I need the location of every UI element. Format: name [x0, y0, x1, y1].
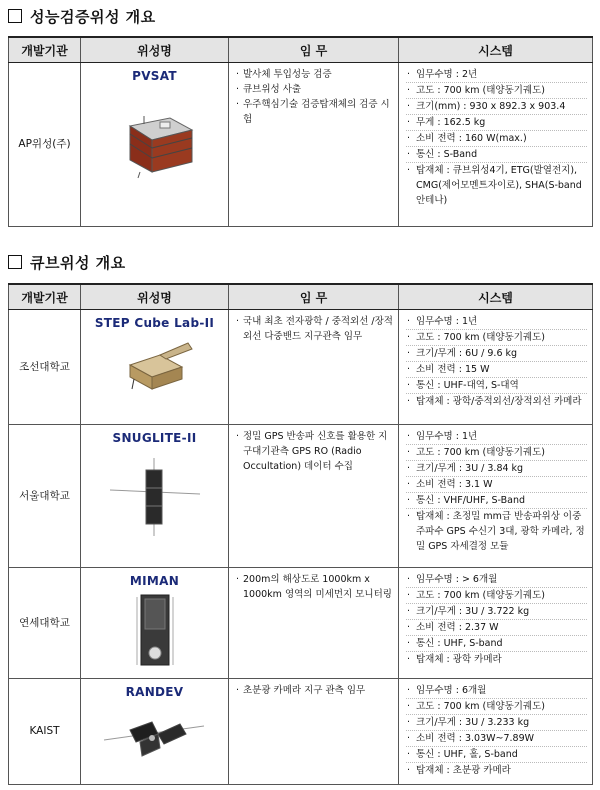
list-item: · 탑재체 : 초정밀 mm급 반송파위상 이중주파수 GPS 수신기 3대, 광학 카메라, 정밀 GPS 자세결정 모듈: [406, 509, 587, 554]
list-item: · 크기/무게 : 6U / 9.6 kg: [406, 346, 587, 362]
list-item: · 통신 : VHF/UHF, S-Band: [406, 493, 587, 509]
header-org: 개발기관: [9, 284, 81, 310]
table-header-row: [9, 37, 593, 63]
cubesat-table: [8, 283, 593, 785]
snuglite-satellite-image: [100, 450, 210, 540]
system-cell: [399, 63, 593, 227]
checkbox-square-icon: [8, 255, 22, 269]
list-item: · 임무수명 : > 6개월: [406, 572, 587, 588]
mission-cell: [229, 679, 399, 785]
list-item: · 무게 : 162.5 kg: [406, 115, 587, 131]
list-item: · 고도 : 700 km (태양동기궤도): [406, 588, 587, 604]
list-item: · 고도 : 700 km (태양동기궤도): [406, 699, 587, 715]
org-cell: 조선대학교: [9, 310, 81, 425]
system-cell: [399, 679, 593, 785]
list-item: · 임무수명 : 1년: [406, 314, 587, 330]
list-item: · 발사체 투입성능 검증: [236, 67, 393, 82]
header-org: 개발기관: [9, 37, 81, 63]
list-item: · 크기(mm) : 930 x 892.3 x 903.4: [406, 99, 587, 115]
list-item: · 200m의 해상도로 1000km x 1000km 영역의 미세먼지 모니터링: [236, 572, 393, 602]
satellite-name: STEP Cube Lab-II: [94, 316, 215, 330]
list-item: · 탑재체 : 초분광 카메라: [406, 763, 587, 778]
mission-cell: [229, 63, 399, 227]
mission-list: [230, 680, 397, 701]
mission-cell: [229, 568, 399, 679]
satellite-name: RANDEV: [125, 685, 184, 699]
system-list: [400, 426, 591, 557]
mission-list: [230, 311, 397, 347]
system-cell: [399, 425, 593, 568]
list-item: · 소비 전력 : 2.37 W: [406, 620, 587, 636]
header-sat: 위성명: [81, 37, 229, 63]
table-row: [9, 679, 593, 785]
satellite-cell: [81, 310, 229, 425]
satellite-name: MIMAN: [129, 574, 180, 588]
step-cube-lab-satellite-image: [110, 335, 200, 395]
org-cell: AP위성(주): [9, 63, 81, 227]
section-title-performance: 성능검증위성 개요: [8, 6, 156, 27]
satellite-cell: [81, 63, 229, 227]
list-item: · 정밀 GPS 반송파 신호를 활용한 지구대기관측 GPS RO (Radio Occultation) 데이터 수집: [236, 429, 393, 474]
performance-satellite-table: [8, 36, 593, 227]
system-list: [400, 680, 591, 781]
list-item: · 통신 : UHF-대역, S-대역: [406, 378, 587, 394]
list-item: · 고도 : 700 km (태양동기궤도): [406, 330, 587, 346]
list-item: · 국내 최초 전자광학 / 중적외선 /장적외선 다중밴드 지구관측 임무: [236, 314, 393, 344]
header-mission: 임 무: [229, 37, 399, 63]
list-item: · 크기/무게 : 3U / 3.84 kg: [406, 461, 587, 477]
mission-list: [230, 569, 397, 605]
list-item: · 임무수명 : 6개월: [406, 683, 587, 699]
mission-list: [230, 64, 397, 130]
satellite-cell: [81, 425, 229, 568]
list-item: · 소비 전력 : 160 W(max.): [406, 131, 587, 147]
list-item: · 고도 : 700 km (태양동기궤도): [406, 83, 587, 99]
list-item: · 탑재체 : 광학 카메라: [406, 652, 587, 667]
table-row: [9, 63, 593, 227]
system-cell: [399, 310, 593, 425]
miman-satellite-image: [115, 593, 195, 669]
mission-cell: [229, 310, 399, 425]
table-header-row: [9, 284, 593, 310]
header-system: 시스템: [399, 284, 593, 310]
header-mission: 임 무: [229, 284, 399, 310]
list-item: · 크기/무게 : 3U / 3.722 kg: [406, 604, 587, 620]
org-cell: 서울대학교: [9, 425, 81, 568]
randev-satellite-image: [100, 704, 210, 762]
system-list: [400, 311, 591, 412]
org-cell: KAIST: [9, 679, 81, 785]
list-item: · 큐브위성 사출: [236, 82, 393, 97]
header-sat: 위성명: [81, 284, 229, 310]
table-row: [9, 425, 593, 568]
mission-cell: [229, 425, 399, 568]
list-item: · 임무수명 : 1년: [406, 429, 587, 445]
list-item: · 소비 전력 : 15 W: [406, 362, 587, 378]
satellite-name: PVSAT: [132, 69, 177, 83]
org-cell: 연세대학교: [9, 568, 81, 679]
pvsat-satellite-image: [100, 88, 210, 180]
list-item: · 통신 : UHF, S-band: [406, 636, 587, 652]
list-item: · 고도 : 700 km (태양동기궤도): [406, 445, 587, 461]
list-item: · 탑재체 : 광학/중적외선/장적외선 카메라: [406, 394, 587, 409]
list-item: · 크기/무게 : 3U / 3.233 kg: [406, 715, 587, 731]
system-cell: [399, 568, 593, 679]
list-item: · 소비 전력 : 3.03W~7.89W: [406, 731, 587, 747]
table-row: [9, 310, 593, 425]
satellite-cell: [81, 679, 229, 785]
list-item: · 임무수명 : 2년: [406, 67, 587, 83]
system-list: [400, 64, 591, 211]
section-title-cubesat: 큐브위성 개요: [8, 252, 126, 273]
list-item: · 소비 전력 : 3.1 W: [406, 477, 587, 493]
list-item: · 우주핵심기술 검증탑재체의 검증 시험: [236, 97, 393, 127]
list-item: · 통신 : S-Band: [406, 147, 587, 163]
header-system: 시스템: [399, 37, 593, 63]
table-row: [9, 568, 593, 679]
mission-list: [230, 426, 397, 477]
satellite-cell: [81, 568, 229, 679]
list-item: · 통신 : UHF, 홀, S-band: [406, 747, 587, 763]
checkbox-square-icon: [8, 9, 22, 23]
system-list: [400, 569, 591, 670]
satellite-name: SNUGLITE-II: [112, 431, 197, 445]
list-item: · 초분광 카메라 지구 관측 임무: [236, 683, 393, 698]
list-item: · 탑재체 : 큐브위성4기, ETG(발열전지), CMG(제어모멘트자이로), SHA(S-band 안테나): [406, 163, 587, 208]
